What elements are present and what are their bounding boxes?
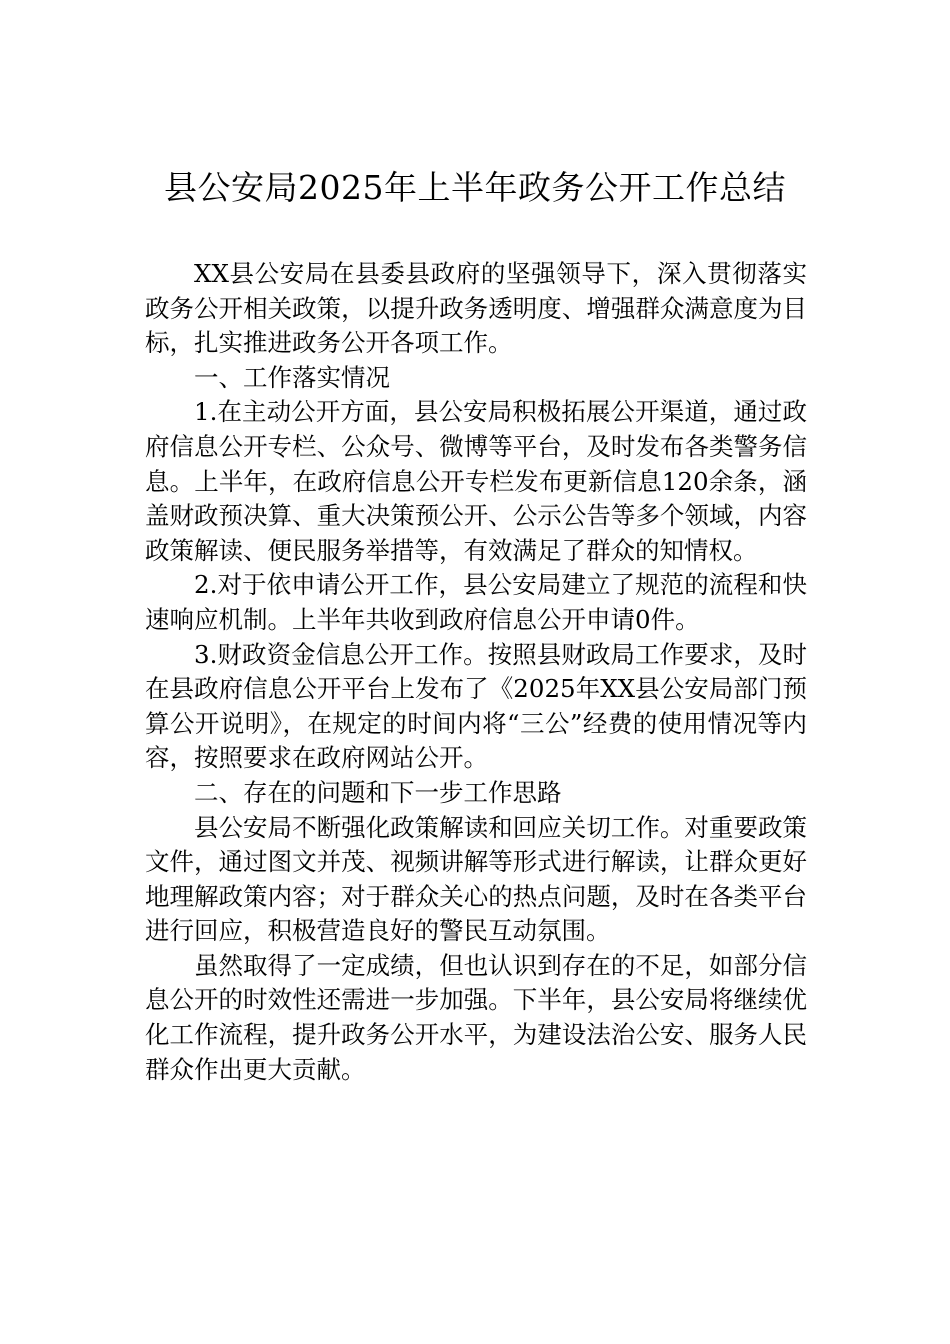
section-heading-1: 一、工作落实情况	[194, 362, 390, 392]
section-heading-2: 二、存在的问题和下一步工作思路	[194, 777, 562, 807]
paragraph-item-2: 2.对于依申请公开工作，县公安局建立了规范的流程和快速响应机制。上半年共收到政府信息公开申请0件。	[145, 570, 807, 634]
document-title: 县公安局2025年上半年政务公开工作总结	[164, 168, 786, 207]
paragraph-item-1: 1.在主动公开方面，县公安局积极拓展公开渠道，通过政府信息公开专栏、公众号、微博等平台，及时发布各类警务信息。上半年，在政府信息公开专栏发布更新信息120余条，涵盖财政预决算、重大决策预公开、公示公告等多个领域，内容政策解读、便民服务举措等，有效满足了群众的知情权。	[145, 397, 807, 565]
paragraph-policy: 县公安局不断强化政策解读和回应关切工作。对重要政策文件，通过图文并茂、视频讲解等形式进行解读，让群众更好地理解政策内容；对于群众关心的热点问题，及时在各类平台进行回应，积极营造良好的警民互动氛围。	[145, 812, 807, 946]
paragraph-intro: XX县公安局在县委县政府的坚强领导下，深入贯彻落实政务公开相关政策，以提升政务透明度、增强群众满意度为目标，扎实推进政务公开各项工作。	[145, 259, 807, 358]
paragraph-conclusion: 虽然取得了一定成绩，但也认识到存在的不足，如部分信息公开的时效性还需进一步加强。下半年，县公安局将继续优化工作流程，提升政务公开水平，为建设法治公安、服务人民群众作出更大贡献。	[145, 950, 807, 1084]
document-body	[145, 257, 807, 1087]
paragraph-item-3: 3.财政资金信息公开工作。按照县财政局工作要求，及时在县政府信息公开平台上发布了《2025年XX县公安局部门预算公开说明》，在规定的时间内将“三公”经费的使用情况等内容，按照要求在政府网站公开。	[145, 639, 807, 773]
